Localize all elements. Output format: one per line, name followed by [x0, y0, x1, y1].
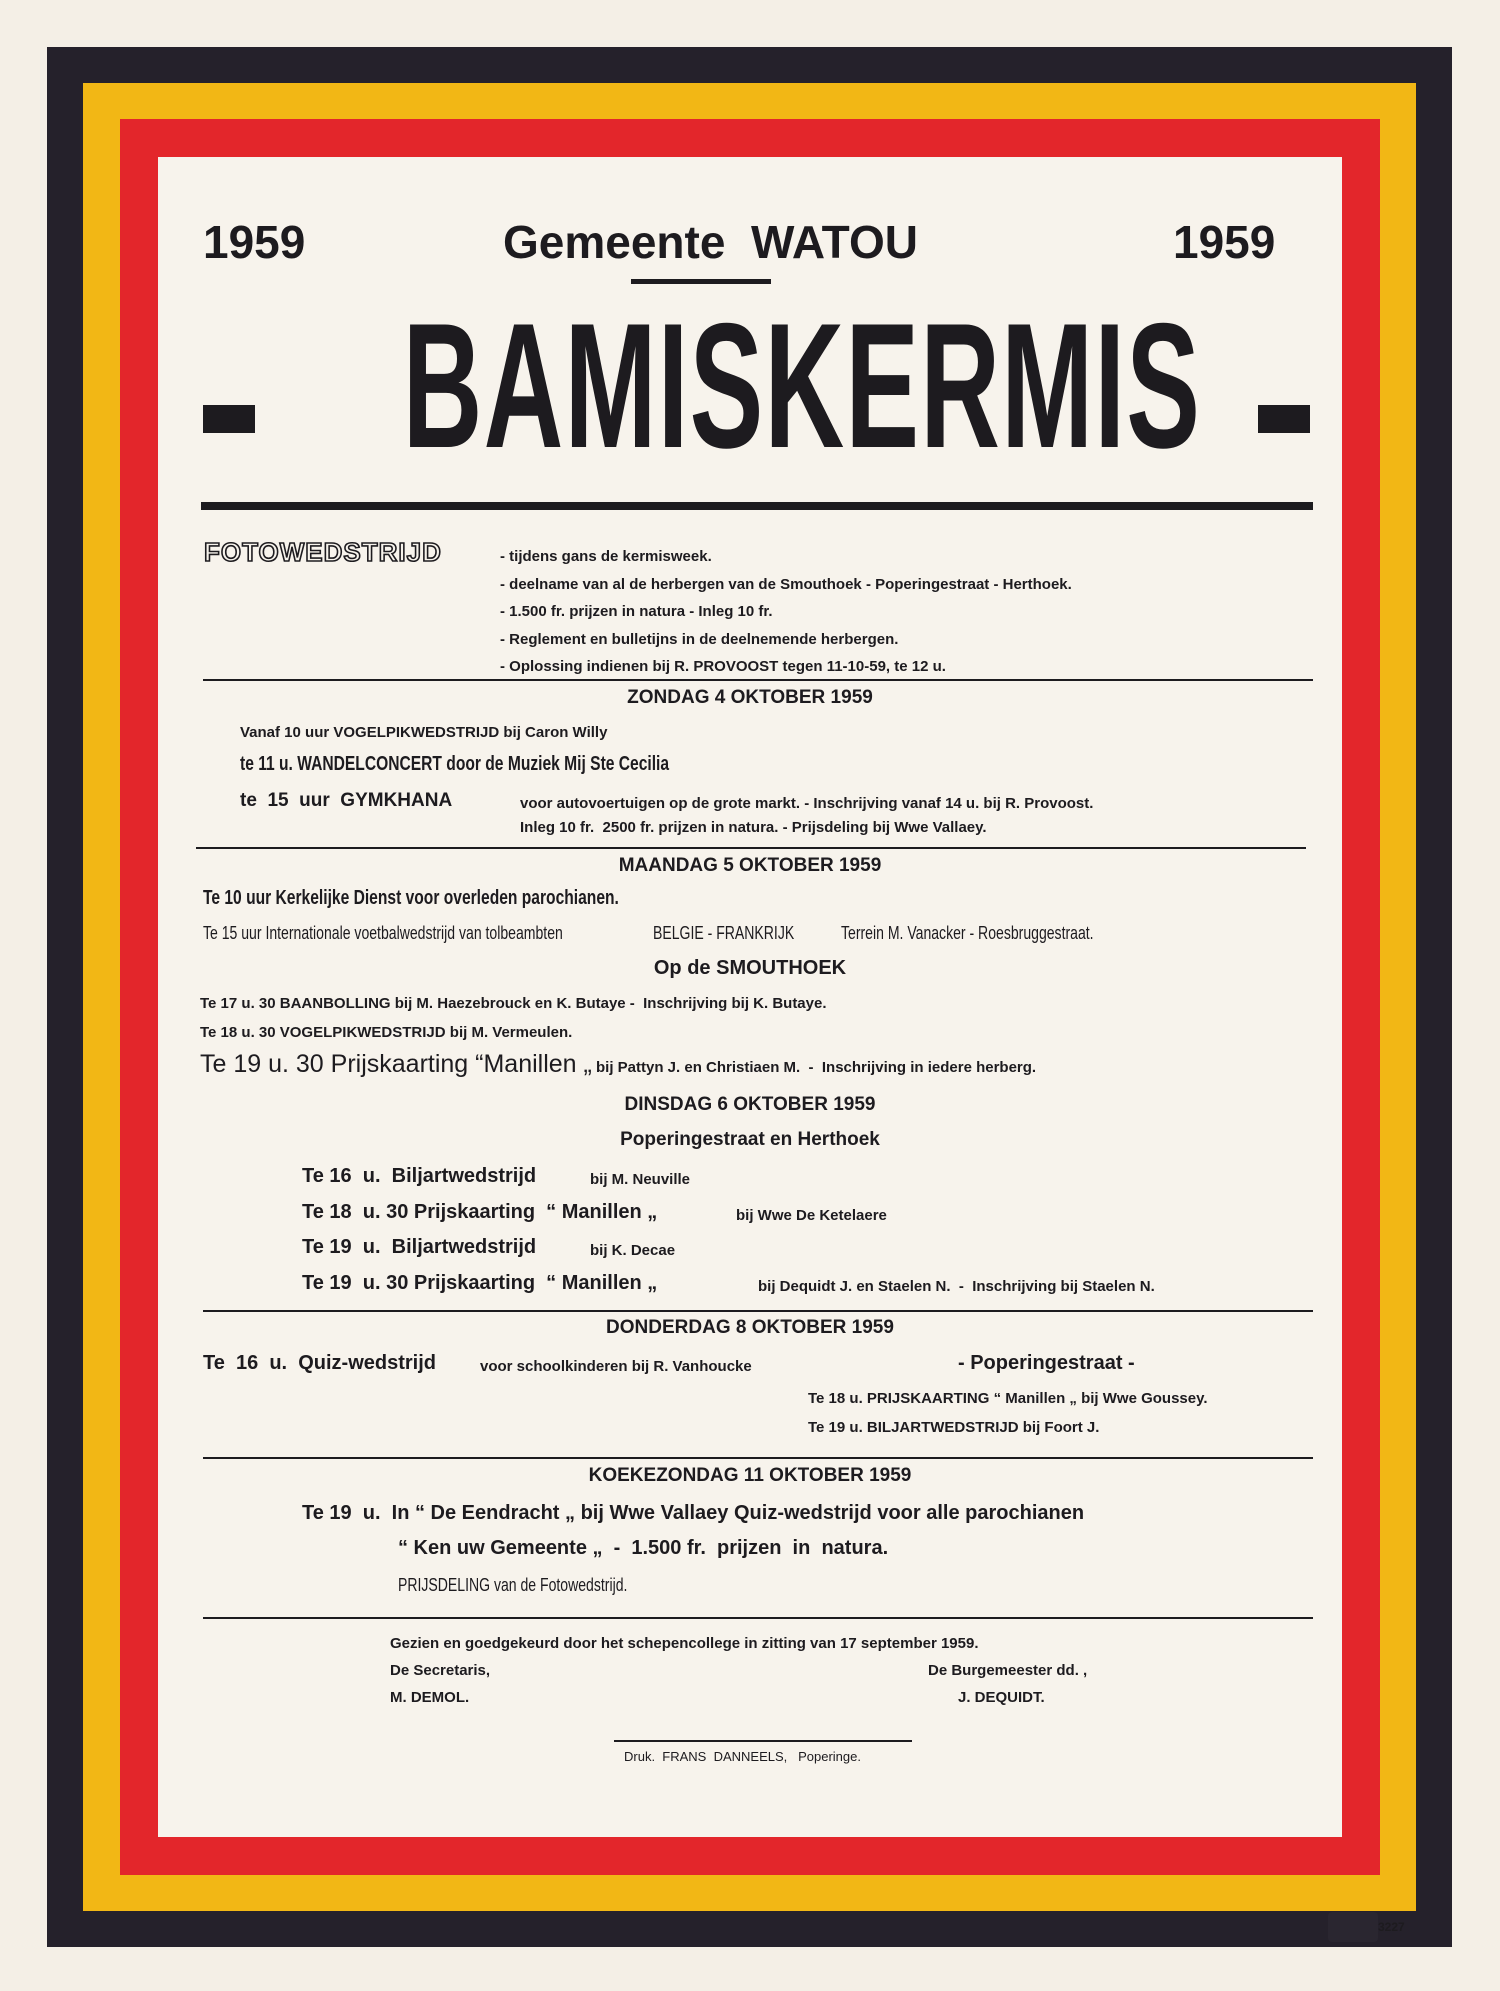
koekezondag-heading: KOEKEZONDAG 11 OKTOBER 1959	[588, 1465, 912, 1486]
zondag-line-2: te 11 u. WANDELCONCERT door de Muziek Mij Ste Cecilia	[240, 753, 670, 775]
divider	[203, 1457, 1313, 1459]
municipality-title: Gemeente WATOU	[503, 216, 918, 268]
title-rule	[201, 502, 1313, 510]
dinsdag-row-3-rest: bij K. Decae	[590, 1242, 676, 1259]
approval-text: Gezien en goedgekeurd door het schepencollege in zitting van 17 september 1959.	[390, 1635, 979, 1652]
maandag-line-4: Te 18 u. 30 VOGELPIKWEDSTRIJD bij M. Vermeulen.	[200, 1024, 573, 1041]
divider	[203, 1310, 1313, 1312]
maandag-line-5a: Te 19 u. 30 Prijskaarting “Manillen „	[200, 1050, 592, 1078]
maandag-line-1: Te 10 uur Kerkelijke Dienst voor overleden parochianen.	[203, 887, 619, 909]
dinsdag-row-4-rest: bij Dequidt J. en Staelen N. - Inschrijving bij Staelen N.	[758, 1278, 1155, 1295]
dinsdag-row-3-main: Te 19 u. Biljartwedstrijd	[302, 1236, 537, 1258]
printer-rule	[614, 1740, 912, 1742]
list-item: - deelname van al de herbergen van de Smouthoek - Poperingestraat - Herthoek.	[500, 575, 1072, 593]
title-dash-right	[1258, 405, 1310, 433]
list-item: - 1.500 fr. prijzen in natura - Inleg 10 fr.	[500, 603, 773, 620]
list-item: - Oplossing indienen bij R. PROVOOST tegen 11-10-59, te 12 u.	[500, 658, 946, 675]
dinsdag-subheading: Poperingestraat en Herthoek	[620, 1129, 880, 1150]
zondag-heading: ZONDAG 4 OKTOBER 1959	[627, 687, 873, 708]
list-item: - tijdens gans de kermisweek.	[500, 548, 712, 565]
secretaris-title: De Secretaris,	[390, 1662, 491, 1679]
zondag-line-3a: te 15 uur GYMKHANA	[240, 790, 453, 811]
dinsdag-row-1-rest: bij M. Neuville	[590, 1171, 691, 1188]
list-item: - Reglement en bulletijns in de deelnemende herbergen.	[500, 630, 899, 648]
donderdag-street: - Poperingestraat -	[958, 1352, 1135, 1374]
dinsdag-row-2-main: Te 18 u. 30 Prijskaarting “ Manillen „	[302, 1201, 658, 1223]
year-left: 1959	[203, 216, 306, 268]
donderdag-line-3: Te 19 u. BILJARTWEDSTRIJD bij Foort J.	[808, 1419, 1100, 1436]
burgemeester-title: De Burgemeester dd. ,	[928, 1662, 1088, 1679]
fotowedstrijd-list	[500, 543, 1072, 681]
donderdag-line-1b: voor schoolkinderen bij R. Vanhoucke	[480, 1358, 752, 1375]
zondag-line-3b: voor autovoertuigen op de grote markt. - Inschrijving vanaf 14 u. bij R. Provoost.	[520, 795, 1094, 812]
maandag-heading: MAANDAG 5 OKTOBER 1959	[618, 855, 882, 876]
title-underline	[631, 279, 771, 284]
printer-stamp-icon	[1328, 1912, 1378, 1942]
year-right: 1959	[1173, 216, 1276, 268]
dinsdag-row-4-main: Te 19 u. 30 Prijskaarting “ Manillen „	[302, 1272, 658, 1294]
maandag-subheading: Op de SMOUTHOEK	[653, 957, 847, 979]
dinsdag-heading: DINSDAG 6 OKTOBER 1959	[624, 1094, 876, 1115]
zondag-line-1: Vanaf 10 uur VOGELPIKWEDSTRIJD bij Caron Willy	[240, 724, 608, 741]
poster-content	[158, 157, 1342, 1837]
donderdag-line-1a: Te 16 u. Quiz-wedstrijd	[203, 1352, 436, 1374]
koekezondag-line-1: Te 19 u. In “ De Eendracht „ bij Wwe Vallaey Quiz-wedstrijd voor alle parochianen	[302, 1502, 1085, 1524]
serial-number: 3227	[1378, 1920, 1405, 1934]
secretaris-name: M. DEMOL.	[390, 1689, 470, 1706]
maandag-line-2a: Te 15 uur Internationale voetbalwedstrijd van tolbeambten	[203, 923, 563, 943]
donderdag-line-2: Te 18 u. PRIJSKAARTING “ Manillen „ bij Wwe Goussey.	[808, 1390, 1208, 1407]
burgemeester-name: J. DEQUIDT.	[958, 1689, 1045, 1706]
maandag-line-5b: bij Pattyn J. en Christiaen M. - Inschrijving in iedere herberg.	[596, 1059, 1037, 1076]
dinsdag-row-1-main: Te 16 u. Biljartwedstrijd	[302, 1165, 537, 1187]
fotowedstrijd-label: FOTOWEDSTRIJD	[204, 537, 442, 567]
maandag-line-3: Te 17 u. 30 BAANBOLLING bij M. Haezebrouck en K. Butaye - Inschrijving bij K. Butaye.	[200, 995, 827, 1012]
printer-credit: Druk. FRANS DANNEELS, Poperinge.	[624, 1749, 861, 1764]
donderdag-heading: DONDERDAG 8 OKTOBER 1959	[606, 1317, 894, 1338]
divider	[203, 679, 1313, 681]
dinsdag-row-2-rest: bij Wwe De Ketelaere	[736, 1207, 887, 1224]
divider	[203, 1617, 1313, 1619]
event-title: BAMISKERMIS	[402, 286, 1202, 485]
zondag-line-3c: Inleg 10 fr. 2500 fr. prijzen in natura. - Prijsdeling bij Wwe Vallaey.	[520, 819, 987, 836]
koekezondag-line-3: PRIJSDELING van de Fotowedstrijd.	[398, 1575, 628, 1595]
divider	[196, 847, 1306, 849]
maandag-line-2c: Terrein M. Vanacker - Roesbruggestraat.	[841, 923, 1094, 943]
koekezondag-line-2: “ Ken uw Gemeente „ - 1.500 fr. prijzen in natura.	[398, 1537, 889, 1559]
maandag-line-2b: BELGIE - FRANKRIJK	[653, 923, 795, 943]
